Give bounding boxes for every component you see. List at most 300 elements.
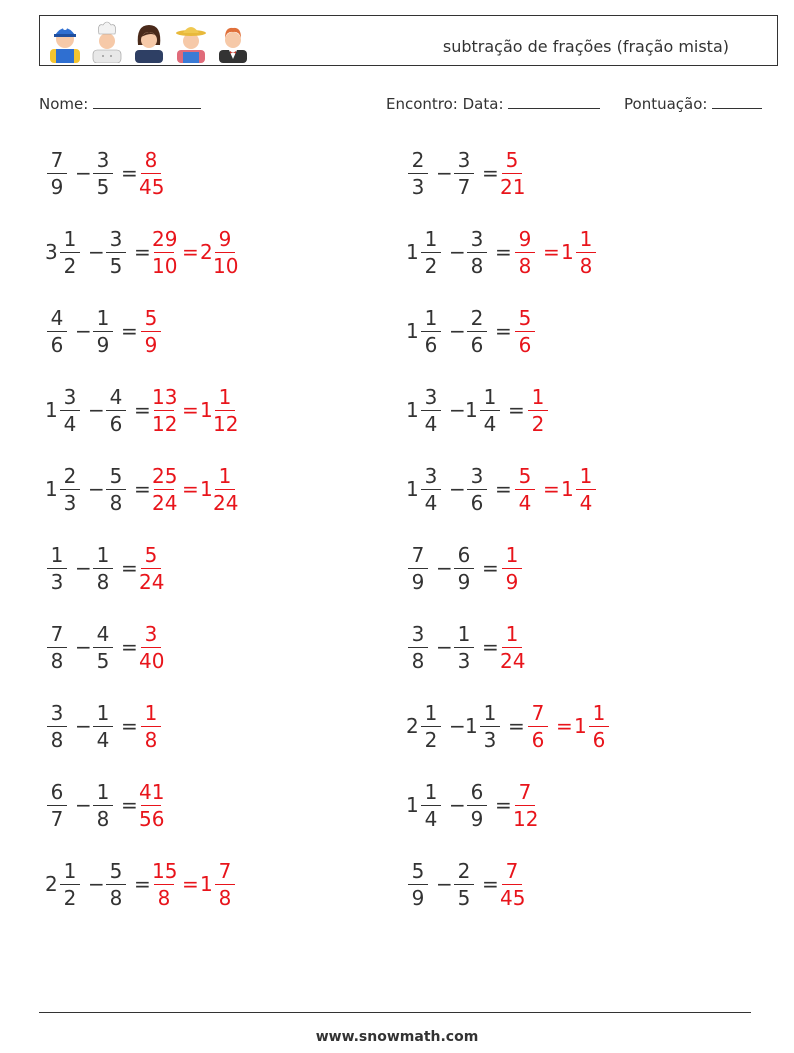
problem-item: [45, 382, 385, 440]
minus-sign: −: [449, 477, 466, 501]
footer-divider: [39, 1012, 751, 1013]
minuend-fraction-bar: [408, 647, 428, 648]
equals-sign: =: [121, 319, 138, 343]
minuend-fraction: [419, 777, 443, 835]
answer-mixed-numerator: 1: [592, 701, 606, 725]
minuend-denominator: 2: [424, 728, 438, 752]
minuend-whole: 1: [45, 477, 58, 501]
answer-mixed-denominator: 8: [218, 886, 232, 910]
minuend-numerator: 7: [50, 622, 64, 646]
subtrahend-fraction: [452, 619, 476, 677]
minuend-whole: 3: [45, 240, 58, 264]
minuend-denominator: 2: [63, 886, 77, 910]
problem-item: [45, 224, 385, 282]
problem-item: [45, 540, 385, 598]
answer-fraction: [500, 856, 524, 914]
answer-denominator: 40: [139, 649, 165, 673]
answer-fraction-bar: [141, 647, 161, 648]
subtrahend-denominator: 9: [470, 807, 484, 831]
minuend-fraction-bar: [60, 884, 80, 885]
worker-icon: [44, 19, 86, 63]
answer-denominator: 8: [144, 728, 158, 752]
answer-numerator: 41: [139, 780, 165, 804]
answer-mixed-denominator: 24: [213, 491, 239, 515]
subtrahend-denominator: 6: [109, 412, 123, 436]
subtrahend-fraction: [91, 619, 115, 677]
subtrahend-denominator: 8: [109, 491, 123, 515]
problem-item: [406, 698, 746, 756]
subtrahend-fraction-bar: [93, 331, 113, 332]
subtrahend-fraction-bar: [480, 410, 500, 411]
minuend-denominator: 9: [411, 570, 425, 594]
answer-denominator: 6: [518, 333, 532, 357]
minuend-whole: 1: [406, 477, 419, 501]
minuend-whole: 1: [406, 319, 419, 343]
answer-mixed-fraction-bar: [576, 252, 596, 253]
equals-sign: =: [508, 714, 525, 738]
answer-denominator: 8: [157, 886, 171, 910]
minus-sign: −: [436, 872, 453, 896]
subtrahend-denominator: 4: [96, 728, 110, 752]
subtrahend-denominator: 5: [109, 254, 123, 278]
problem-item: [45, 145, 385, 203]
minuend-numerator: 3: [50, 701, 64, 725]
name-field: [39, 93, 201, 113]
minus-sign: −: [75, 556, 92, 580]
answer-numerator: 7: [518, 780, 532, 804]
answer-denominator: 12: [152, 412, 178, 436]
minuend-denominator: 3: [63, 491, 77, 515]
answer-fraction-bar: [154, 489, 174, 490]
minuend-denominator: 9: [50, 175, 64, 199]
minuend-denominator: 3: [411, 175, 425, 199]
footer-url[interactable]: www.snowmath.com: [315, 1029, 479, 1045]
subtrahend-numerator: 3: [457, 148, 471, 172]
equals-sign: =: [482, 872, 499, 896]
score-blank[interactable]: [712, 93, 762, 109]
minuend-denominator: 2: [63, 254, 77, 278]
answer-mixed-fraction-bar: [215, 884, 235, 885]
answer-mixed-fraction: [213, 461, 237, 519]
minuend-fraction: [419, 461, 443, 519]
answer-fraction-bar: [154, 410, 174, 411]
subtrahend-denominator: 6: [470, 333, 484, 357]
answer-numerator: 29: [152, 227, 178, 251]
minuend-fraction-bar: [421, 805, 441, 806]
minuend-fraction-bar: [408, 173, 428, 174]
minuend-fraction-bar: [47, 331, 67, 332]
subtrahend-fraction: [104, 382, 128, 440]
answer-mixed-denominator: 12: [213, 412, 239, 436]
answer-denominator: 24: [152, 491, 178, 515]
worksheet-header: [39, 15, 778, 66]
subtrahend-fraction: [465, 777, 489, 835]
answer-mixed-whole: 1: [561, 477, 574, 501]
minus-sign: −: [75, 161, 92, 185]
problem-item: [406, 303, 746, 361]
minuend-numerator: 3: [411, 622, 425, 646]
equals-sign: =: [134, 872, 151, 896]
answer-mixed-numerator: 1: [579, 227, 593, 251]
minuend-denominator: 4: [63, 412, 77, 436]
equals-sign: =: [134, 240, 151, 264]
subtrahend-numerator: 1: [483, 385, 497, 409]
minuend-whole: 1: [45, 398, 58, 422]
minuend-numerator: 7: [411, 543, 425, 567]
score-label: Pontuação:: [624, 95, 708, 113]
problem-item: [45, 698, 385, 756]
problem-item: [406, 224, 746, 282]
minuend-numerator: 3: [424, 464, 438, 488]
minuend-numerator: 7: [50, 148, 64, 172]
answer-mixed-fraction-bar: [215, 252, 235, 253]
subtrahend-fraction-bar: [454, 173, 474, 174]
answer-fraction-bar: [528, 410, 548, 411]
subtrahend-fraction: [452, 856, 476, 914]
subtrahend-fraction-bar: [467, 331, 487, 332]
minuend-denominator: 2: [424, 254, 438, 278]
subtrahend-numerator: 1: [96, 701, 110, 725]
equals-sign: =: [482, 161, 499, 185]
answer-fraction-bar: [141, 805, 161, 806]
subtrahend-numerator: 3: [470, 227, 484, 251]
minuend-fraction-bar: [47, 173, 67, 174]
answer-fraction-bar: [502, 647, 522, 648]
minuend-fraction-bar: [60, 489, 80, 490]
answer-mixed-numerator: 7: [218, 859, 232, 883]
subtrahend-numerator: 1: [96, 780, 110, 804]
subtrahend-fraction: [478, 698, 502, 756]
minus-sign: −: [436, 161, 453, 185]
answer-mixed-whole: 1: [561, 240, 574, 264]
minuend-fraction-bar: [421, 726, 441, 727]
minuend-numerator: 4: [50, 306, 64, 330]
waiter-icon: [212, 19, 254, 63]
answer-fraction: [139, 303, 163, 361]
answer-mixed-numerator: 1: [579, 464, 593, 488]
minuend-numerator: 2: [411, 148, 425, 172]
subtrahend-fraction: [452, 145, 476, 203]
minuend-numerator: 1: [424, 227, 438, 251]
subtrahend-fraction-bar: [480, 726, 500, 727]
equals-sign: =: [121, 635, 138, 659]
equals-sign: =: [134, 398, 151, 422]
subtrahend-denominator: 5: [457, 886, 471, 910]
subtrahend-fraction-bar: [93, 726, 113, 727]
minuend-whole: 1: [406, 398, 419, 422]
answer-fraction: [500, 619, 524, 677]
subtrahend-denominator: 9: [457, 570, 471, 594]
answer-fraction-bar: [502, 884, 522, 885]
minuend-denominator: 3: [50, 570, 64, 594]
answer-mixed-fraction-bar: [576, 489, 596, 490]
minuend-denominator: 4: [424, 412, 438, 436]
subtrahend-numerator: 5: [109, 464, 123, 488]
subtrahend-fraction: [91, 540, 115, 598]
worksheet-title: subtração de frações (fração mista): [442, 37, 729, 56]
subtrahend-whole: 1: [465, 398, 478, 422]
answer-fraction: [526, 698, 550, 756]
subtrahend-numerator: 5: [109, 859, 123, 883]
minuend-denominator: 4: [424, 807, 438, 831]
subtrahend-fraction-bar: [106, 252, 126, 253]
subtrahend-denominator: 8: [96, 807, 110, 831]
minus-sign: −: [75, 319, 92, 343]
subtrahend-fraction: [465, 303, 489, 361]
answer-fraction: [139, 619, 163, 677]
subtrahend-numerator: 1: [457, 622, 471, 646]
answer-numerator: 5: [518, 306, 532, 330]
minuend-numerator: 1: [424, 780, 438, 804]
problem-item: [406, 777, 746, 835]
minuend-fraction: [58, 382, 82, 440]
answer-numerator: 25: [152, 464, 178, 488]
answer-fraction: [152, 856, 176, 914]
problem-item: [45, 856, 385, 914]
answer-denominator: 9: [505, 570, 519, 594]
answer-fraction-bar: [141, 726, 161, 727]
subtrahend-fraction: [465, 461, 489, 519]
subtrahend-fraction-bar: [93, 647, 113, 648]
problem-item: [45, 461, 385, 519]
subtrahend-fraction: [91, 145, 115, 203]
answer-numerator: 1: [505, 543, 519, 567]
answer-denominator: 24: [500, 649, 526, 673]
minuend-numerator: 3: [63, 385, 77, 409]
minuend-fraction-bar: [408, 568, 428, 569]
answer-equals-sign: =: [182, 872, 199, 896]
answer-denominator: 21: [500, 175, 526, 199]
answer-mixed-denominator: 8: [579, 254, 593, 278]
minus-sign: −: [449, 240, 466, 264]
minus-sign: −: [436, 556, 453, 580]
minuend-fraction: [406, 619, 430, 677]
subtrahend-denominator: 6: [470, 491, 484, 515]
answer-mixed-whole: 2: [200, 240, 213, 264]
date-label: Encontro: Data:: [386, 95, 504, 113]
minuend-denominator: 8: [411, 649, 425, 673]
answer-numerator: 8: [144, 148, 158, 172]
problem-item: [406, 540, 746, 598]
equals-sign: =: [495, 793, 512, 817]
minus-sign: −: [88, 240, 105, 264]
answer-mixed-whole: 1: [574, 714, 587, 738]
answer-fraction: [152, 224, 176, 282]
minus-sign: −: [88, 477, 105, 501]
answer-denominator: 56: [139, 807, 165, 831]
subtrahend-denominator: 8: [96, 570, 110, 594]
farmer-icon: [170, 19, 212, 63]
minuend-whole: 1: [406, 793, 419, 817]
date-field: [386, 93, 600, 113]
answer-numerator: 15: [152, 859, 178, 883]
minuend-fraction: [406, 145, 430, 203]
minus-sign: −: [449, 714, 466, 738]
answer-mixed-fraction: [587, 698, 611, 756]
problem-item: [406, 145, 746, 203]
minuend-fraction: [45, 698, 69, 756]
answer-mixed-denominator: 4: [579, 491, 593, 515]
answer-fraction: [513, 224, 537, 282]
minuend-denominator: 8: [50, 728, 64, 752]
minuend-fraction: [406, 540, 430, 598]
minus-sign: −: [449, 793, 466, 817]
subtrahend-whole: 1: [465, 714, 478, 738]
answer-equals-sign: =: [182, 240, 199, 264]
problem-item: [45, 303, 385, 361]
answer-equals-sign: =: [182, 398, 199, 422]
subtrahend-denominator: 8: [470, 254, 484, 278]
subtrahend-numerator: 4: [96, 622, 110, 646]
minuend-fraction-bar: [408, 884, 428, 885]
minuend-numerator: 1: [50, 543, 64, 567]
answer-numerator: 5: [518, 464, 532, 488]
subtrahend-fraction: [478, 382, 502, 440]
answer-fraction-bar: [515, 331, 535, 332]
answer-denominator: 10: [152, 254, 178, 278]
equals-sign: =: [121, 793, 138, 817]
subtrahend-denominator: 7: [457, 175, 471, 199]
minus-sign: −: [75, 714, 92, 738]
answer-equals-sign: =: [543, 477, 560, 501]
subtrahend-numerator: 3: [109, 227, 123, 251]
minuend-fraction-bar: [47, 568, 67, 569]
subtrahend-fraction-bar: [93, 173, 113, 174]
answer-fraction-bar: [141, 173, 161, 174]
subtrahend-denominator: 3: [483, 728, 497, 752]
answer-denominator: 45: [500, 886, 526, 910]
minuend-fraction: [45, 540, 69, 598]
answer-fraction: [500, 540, 524, 598]
date-blank[interactable]: [508, 93, 600, 109]
subtrahend-fraction: [465, 224, 489, 282]
subtrahend-fraction-bar: [467, 252, 487, 253]
minuend-denominator: 6: [50, 333, 64, 357]
minuend-fraction: [45, 777, 69, 835]
problem-item: [406, 619, 746, 677]
answer-mixed-denominator: 10: [213, 254, 239, 278]
minuend-whole: 2: [45, 872, 58, 896]
answer-mixed-fraction-bar: [215, 410, 235, 411]
answer-numerator: 5: [144, 306, 158, 330]
equals-sign: =: [508, 398, 525, 422]
answer-numerator: 1: [531, 385, 545, 409]
minus-sign: −: [75, 793, 92, 817]
answer-denominator: 8: [518, 254, 532, 278]
minuend-fraction: [419, 698, 443, 756]
minus-sign: −: [88, 398, 105, 422]
minuend-fraction-bar: [421, 252, 441, 253]
subtrahend-numerator: 1: [96, 543, 110, 567]
answer-numerator: 5: [144, 543, 158, 567]
subtrahend-fraction-bar: [93, 568, 113, 569]
chef-icon: [86, 19, 128, 63]
minus-sign: −: [436, 635, 453, 659]
answer-fraction: [513, 777, 537, 835]
answer-fraction: [139, 145, 163, 203]
answer-mixed-fraction-bar: [215, 489, 235, 490]
minuend-denominator: 6: [424, 333, 438, 357]
minus-sign: −: [75, 635, 92, 659]
subtrahend-fraction-bar: [454, 884, 474, 885]
answer-fraction: [513, 303, 537, 361]
answer-fraction: [139, 540, 163, 598]
answer-denominator: 2: [531, 412, 545, 436]
minuend-fraction: [58, 224, 82, 282]
minuend-fraction: [419, 224, 443, 282]
answer-fraction: [500, 145, 524, 203]
subtrahend-denominator: 9: [96, 333, 110, 357]
answer-equals-sign: =: [182, 477, 199, 501]
subtrahend-fraction-bar: [467, 489, 487, 490]
answer-denominator: 12: [513, 807, 539, 831]
answer-fraction-bar: [141, 331, 161, 332]
subtrahend-denominator: 5: [96, 649, 110, 673]
minuend-numerator: 1: [63, 227, 77, 251]
answer-fraction-bar: [154, 252, 174, 253]
subtrahend-numerator: 6: [470, 780, 484, 804]
subtrahend-fraction: [104, 224, 128, 282]
answer-fraction: [526, 382, 550, 440]
problem-item: [406, 856, 746, 914]
equals-sign: =: [482, 635, 499, 659]
answer-fraction: [513, 461, 537, 519]
answer-denominator: 9: [144, 333, 158, 357]
problem-item: [406, 382, 746, 440]
minuend-fraction-bar: [421, 410, 441, 411]
equals-sign: =: [495, 240, 512, 264]
subtrahend-numerator: 3: [96, 148, 110, 172]
minuend-numerator: 1: [424, 306, 438, 330]
minuend-denominator: 9: [411, 886, 425, 910]
answer-mixed-fraction: [213, 856, 237, 914]
subtrahend-fraction-bar: [454, 568, 474, 569]
answer-mixed-fraction: [574, 224, 598, 282]
name-blank[interactable]: [93, 93, 201, 109]
answer-equals-sign: =: [543, 240, 560, 264]
minuend-fraction-bar: [421, 331, 441, 332]
minuend-fraction: [58, 856, 82, 914]
subtrahend-numerator: 1: [483, 701, 497, 725]
minuend-numerator: 1: [63, 859, 77, 883]
minuend-fraction-bar: [47, 647, 67, 648]
subtrahend-denominator: 5: [96, 175, 110, 199]
minuend-fraction-bar: [47, 726, 67, 727]
answer-mixed-numerator: 1: [218, 464, 232, 488]
subtrahend-numerator: 2: [470, 306, 484, 330]
answer-mixed-fraction-bar: [589, 726, 609, 727]
answer-numerator: 7: [505, 859, 519, 883]
score-field: [624, 93, 762, 113]
answer-fraction: [152, 461, 176, 519]
answer-mixed-fraction: [213, 224, 237, 282]
answer-numerator: 1: [144, 701, 158, 725]
answer-fraction: [152, 382, 176, 440]
answer-numerator: 3: [144, 622, 158, 646]
answer-fraction: [139, 698, 163, 756]
minuend-whole: 1: [406, 240, 419, 264]
answer-numerator: 1: [505, 622, 519, 646]
problem-item: [45, 777, 385, 835]
subtrahend-fraction-bar: [106, 489, 126, 490]
subtrahend-fraction: [104, 461, 128, 519]
answer-fraction: [139, 777, 163, 835]
subtrahend-fraction-bar: [467, 805, 487, 806]
answer-denominator: 6: [531, 728, 545, 752]
answer-fraction-bar: [515, 805, 535, 806]
minuend-numerator: 2: [63, 464, 77, 488]
subtrahend-fraction-bar: [93, 805, 113, 806]
